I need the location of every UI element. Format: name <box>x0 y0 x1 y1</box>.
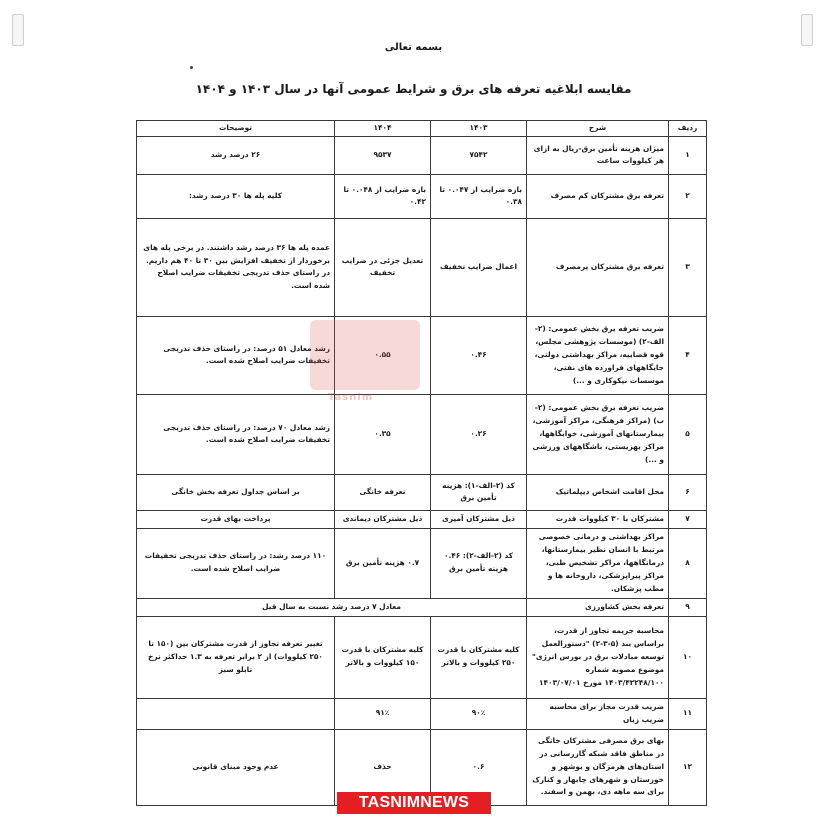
row-notes: ۲۶ درصد رشد <box>137 136 335 174</box>
stray-dot <box>190 66 193 69</box>
row-notes: کلیه پله ها ۳۰ درصد رشد: <box>137 174 335 218</box>
row-number: ۱۰ <box>669 616 707 698</box>
row-description: تعرفه برق مشترکان پرمصرف <box>527 218 669 316</box>
row-notes: رشد معادل ۵۱ درصد: در راستای حذف تدریجی تخفیفات ضرایب اصلاح شده است. <box>137 316 335 394</box>
row-number: ۴ <box>669 316 707 394</box>
row-number: ۱ <box>669 136 707 174</box>
table-row <box>137 174 707 218</box>
header-year-1403: ۱۴۰۳ <box>431 121 527 137</box>
value-1404: ۹۱٪ <box>335 698 431 729</box>
value-1403: ۷۵۴۲ <box>431 136 527 174</box>
row-description: مشترکان با ۳۰ کیلووات قدرت <box>527 510 669 528</box>
value-1404: ۹۵۳۷ <box>335 136 431 174</box>
row-number: ۳ <box>669 218 707 316</box>
row-notes: عمده پله ها ۳۶ درصد رشد داشتند. در برخی پله های برخوردار از تخفیف افزایش بین ۳۰ تا ۴۰ هم داریم. در راستای حذف تدریجی تخفیفات ضرایب اصلاح شده است. <box>137 218 335 316</box>
table-row <box>137 698 707 729</box>
value-1403: اعمال ضرایب تخفیف <box>431 218 527 316</box>
table-row <box>137 136 707 174</box>
row-description: ضریب تعرفه برق بخش عمومی: (۲-ب) (مراکز فرهنگی، مراکز آموزشی، بیمارستانهای آموزشی، خوابگاهها، مراکز بهزیستی، باشگاههای ورزشی و ...) <box>527 394 669 474</box>
tasnimnews-brand-banner: TASNIMNEWS <box>337 792 491 814</box>
value-1403: کد (۲-الف-۲): ۰.۴۶ هزینه تأمین برق <box>431 528 527 598</box>
value-1404: تعرفه خانگی <box>335 474 431 510</box>
table-row <box>137 218 707 316</box>
row-number: ۱۱ <box>669 698 707 729</box>
document-title: مقایسه ابلاغیه تعرفه های برق و شرایط عمومی آنها در سال ۱۴۰۳ و ۱۴۰۴ <box>195 82 632 96</box>
header-notes: توضیحات <box>137 121 335 137</box>
row-description: محل اقامت اشخاص دیپلماتیک <box>527 474 669 510</box>
row-description: بهای برق مصرفی مشترکان خانگی در مناطق فاقد شبکه گازرسانی در استان‌های هرمزگان و بوشهر و خوزستان و شهرهای چابهار و کنارک برای سه ماهه دی، بهمن و اسفند. <box>527 729 669 805</box>
value-1404: ۰.۷ هزینه تأمین برق <box>335 528 431 598</box>
header-description: شرح <box>527 121 669 137</box>
bismillah-heading: بسمه تعالی <box>384 42 443 53</box>
row-notes: رشد معادل ۷۰ درصد: در راستای حذف تدریجی تخفیفات ضرایب اصلاح شده است. <box>137 394 335 474</box>
value-1403: کلیه مشترکان با قدرت ۲۵۰ کیلووات و بالاتر <box>431 616 527 698</box>
table-row <box>137 510 707 528</box>
value-1403: ۰.۶ <box>431 729 527 805</box>
row-description: مراکز بهداشتی و درمانی خصوصی مرتبط با انسان نظیر بیمارستانها، درمانگاهها، مراکز تشخیص طبی، مراکز پیراپزشکی، داروخانه ها و مطب پزشکان. <box>527 528 669 598</box>
tariff-comparison-table <box>136 120 707 806</box>
row-description: ضریب قدرت مجاز برای محاسبه ضریب زیان <box>527 698 669 729</box>
row-number: ۹ <box>669 598 707 616</box>
value-1403: ۰.۴۶ <box>431 316 527 394</box>
row-notes: پرداخت بهای قدرت <box>137 510 335 528</box>
value-1404: ۰.۳۵ <box>335 394 431 474</box>
value-1404: بازه ضرایب از ۰.۰۴۸ تا ۰.۴۲ <box>335 174 431 218</box>
value-1404: تعدیل جزئی در ضرایب تخفیف <box>335 218 431 316</box>
table-row <box>137 528 707 598</box>
row-description: تعرفه برق مشترکان کم مصرف <box>527 174 669 218</box>
row-notes: بر اساس جداول تعرفه بخش خانگی <box>137 474 335 510</box>
table-row <box>137 316 707 394</box>
row-number: ۶ <box>669 474 707 510</box>
row-notes: تغییر تعرفه تجاوز از قدرت مشترکان بین (۱۵۰ تا ۲۵۰ کیلووات) از ۲ برابر تعرفه به ۱.۳ حداکثر نرخ تابلو سبز <box>137 616 335 698</box>
value-1403: ذیل مشترکان آمپری <box>431 510 527 528</box>
table-row <box>137 598 707 616</box>
value-1404: کلیه مشترکان با قدرت ۱۵۰ کیلووات و بالاتر <box>335 616 431 698</box>
table-row <box>137 616 707 698</box>
table-header-row <box>137 121 707 137</box>
table-row <box>137 474 707 510</box>
row-description: ضریب تعرفه برق بخش عمومی: (۲-الف-۲) (موسسات پژوهشی مجلس، قوه قضاییه، مراکز بهداشتی دولتی، جایگاههای فراورده های نفتی، موسسات نیکوکاری و ...) <box>527 316 669 394</box>
header-year-1404: ۱۴۰۴ <box>335 121 431 137</box>
value-1404: ۰.۵۵ <box>335 316 431 394</box>
row-number: ۱۲ <box>669 729 707 805</box>
row-number: ۲ <box>669 174 707 218</box>
row-number: ۸ <box>669 528 707 598</box>
row-number: ۵ <box>669 394 707 474</box>
row-notes <box>137 698 335 729</box>
watermark-text: Tasnim <box>328 392 374 403</box>
value-1403: ۹۰٪ <box>431 698 527 729</box>
row-number: ۷ <box>669 510 707 528</box>
merged-value: معادل ۷ درصد رشد نسبت به سال قبل <box>137 598 527 616</box>
value-1403: کد (۲-الف-۱): هزینه تأمین برق <box>431 474 527 510</box>
value-1403: ۰.۲۶ <box>431 394 527 474</box>
table-row <box>137 394 707 474</box>
value-1403: بازه ضرایب از ۰.۰۴۷ تا ۰.۳۸ <box>431 174 527 218</box>
value-1404: ذیل مشترکان دیماندی <box>335 510 431 528</box>
row-description: تعرفه بخش کشاورزی <box>527 598 669 616</box>
header-row-number: ردیف <box>669 121 707 137</box>
row-notes: عدم وجود مبنای قانونی <box>137 729 335 805</box>
row-description: محاسبه جریمه تجاوز از قدرت، براساس بند (۵-۳-۲) "دستورالعمل توسعه مبادلات برق در بورس انرژی" موضوع مصوبه شماره ۱۴۰۳/۴۲۲۴۸/۱۰۰ مورخ ۱۴۰۳/۰۷/۰۱ <box>527 616 669 698</box>
value-1404: حذف <box>335 729 431 805</box>
row-notes: ۱۱۰ درصد رشد: در راستای حذف تدریجی تخفیفات ضرایب اصلاح شده است. <box>137 528 335 598</box>
row-description: میزان هزینه تأمین برق-ریال به ازای هر کیلووات ساعت <box>527 136 669 174</box>
